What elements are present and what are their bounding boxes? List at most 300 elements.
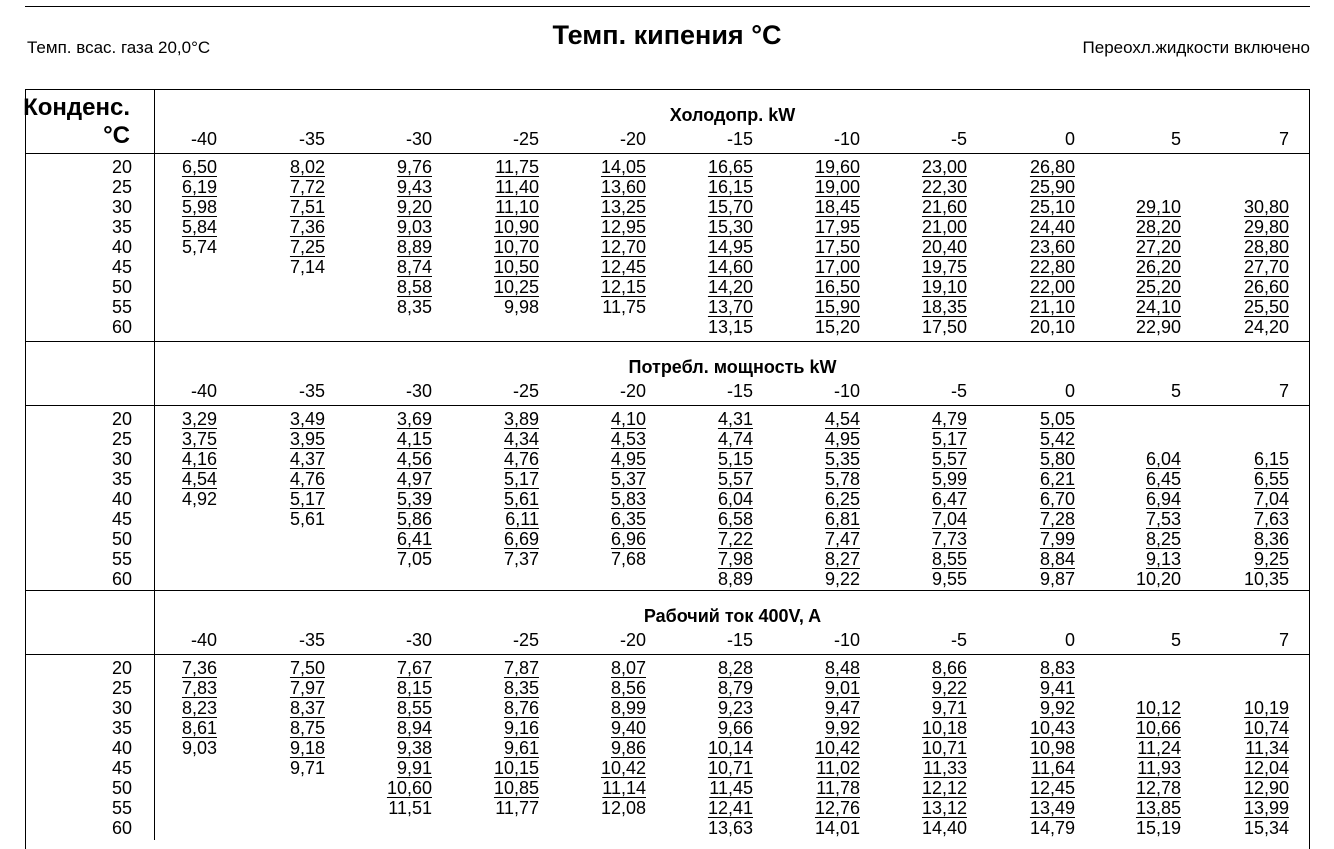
table-cell: 4,31 xyxy=(717,409,753,429)
table-cell: 9,25 xyxy=(1253,549,1289,569)
condensing-temp-row-label: 45 xyxy=(111,257,132,277)
table-cell: 14,20 xyxy=(707,277,753,297)
evaporating-temp-header: 0 xyxy=(1064,630,1075,650)
table-cell: 7,51 xyxy=(289,197,325,217)
table-cell: 3,95 xyxy=(289,429,325,449)
table-cell: 5,99 xyxy=(931,469,967,489)
page-title: Темп. кипения °C xyxy=(552,20,782,50)
evaporating-temp-header: -5 xyxy=(950,129,967,149)
table-cell: 10,70 xyxy=(493,237,539,257)
evaporating-temp-header: -15 xyxy=(726,630,753,650)
table-cell: 7,83 xyxy=(181,678,217,698)
table-cell: 16,15 xyxy=(707,177,753,197)
section-title: Холодопр. kW xyxy=(669,105,796,125)
table-cell: 15,90 xyxy=(814,297,860,317)
table-cell: 10,85 xyxy=(493,778,539,798)
table-cell: 13,60 xyxy=(600,177,646,197)
table-cell: 10,35 xyxy=(1243,569,1289,589)
evaporating-temp-header: 5 xyxy=(1170,381,1181,401)
table-cell: 12,76 xyxy=(814,798,860,818)
table-cell: 5,74 xyxy=(181,237,217,257)
table-cell: 23,60 xyxy=(1029,237,1075,257)
table-cell: 9,76 xyxy=(396,157,432,177)
evaporating-temp-header: -35 xyxy=(298,630,325,650)
evaporating-temp-header: -30 xyxy=(405,129,432,149)
section-divider xyxy=(25,590,1310,591)
table-cell: 20,10 xyxy=(1029,317,1075,337)
condensing-temp-row-label: 35 xyxy=(111,718,132,738)
table-cell: 10,66 xyxy=(1135,718,1181,738)
table-cell: 12,45 xyxy=(1029,778,1075,798)
table-cell: 7,63 xyxy=(1253,509,1289,529)
condensing-temp-row-label: 60 xyxy=(111,317,132,337)
table-cell: 16,50 xyxy=(814,277,860,297)
table-cell: 5,86 xyxy=(396,509,432,529)
evaporating-temp-header: -30 xyxy=(405,381,432,401)
table-cell: 28,20 xyxy=(1135,217,1181,237)
header-separator xyxy=(25,405,1310,406)
table-cell: 7,98 xyxy=(717,549,753,569)
condensing-temp-row-label: 60 xyxy=(111,569,132,589)
condensing-temp-row-label: 50 xyxy=(111,277,132,297)
evaporating-temp-header: -25 xyxy=(512,129,539,149)
table-cell: 6,41 xyxy=(396,529,432,549)
table-cell: 22,80 xyxy=(1029,257,1075,277)
table-cell: 29,10 xyxy=(1135,197,1181,217)
table-cell: 9,16 xyxy=(503,718,539,738)
table-cell: 21,00 xyxy=(921,217,967,237)
table-cell: 4,10 xyxy=(610,409,646,429)
table-cell: 8,75 xyxy=(289,718,325,738)
table-cell: 4,76 xyxy=(289,469,325,489)
table-cell: 5,17 xyxy=(931,429,967,449)
table-cell: 5,17 xyxy=(289,489,325,509)
table-cell: 29,80 xyxy=(1243,217,1289,237)
table-cell: 9,41 xyxy=(1039,678,1075,698)
table-cell: 11,77 xyxy=(495,798,539,818)
table-cell: 5,61 xyxy=(503,489,539,509)
evaporating-temp-header: -10 xyxy=(833,381,860,401)
table-cell: 11,24 xyxy=(1137,738,1181,758)
condensing-temp-row-label: 50 xyxy=(111,778,132,798)
table-cell: 11,34 xyxy=(1245,738,1289,758)
table-cell: 15,20 xyxy=(814,317,860,337)
table-cell: 30,80 xyxy=(1243,197,1289,217)
table-cell: 14,60 xyxy=(707,257,753,277)
table-cell: 4,95 xyxy=(824,429,860,449)
table-cell: 11,93 xyxy=(1137,758,1181,778)
table-cell: 5,57 xyxy=(717,469,753,489)
evaporating-temp-header: -40 xyxy=(190,129,217,149)
table-cell: 13,25 xyxy=(600,197,646,217)
evaporating-temp-header: 5 xyxy=(1170,129,1181,149)
table-cell: 5,35 xyxy=(824,449,860,469)
table-cell: 8,83 xyxy=(1039,658,1075,678)
table-cell: 3,75 xyxy=(181,429,217,449)
table-cell: 6,81 xyxy=(824,509,860,529)
table-cell: 6,04 xyxy=(1145,449,1181,469)
table-cell: 9,47 xyxy=(824,698,860,718)
table-cell: 9,92 xyxy=(1039,698,1075,718)
table-cell: 11,10 xyxy=(495,197,539,217)
table-cell: 9,23 xyxy=(717,698,753,718)
table-cell: 10,60 xyxy=(386,778,432,798)
table-cell: 7,47 xyxy=(824,529,860,549)
table-cell: 6,25 xyxy=(824,489,860,509)
table-cell: 24,20 xyxy=(1243,317,1289,337)
table-cell: 8,48 xyxy=(824,658,860,678)
table-cell: 16,65 xyxy=(707,157,753,177)
table-cell: 23,00 xyxy=(921,157,967,177)
table-cell: 5,98 xyxy=(181,197,217,217)
table-cell: 3,69 xyxy=(396,409,432,429)
table-cell: 12,04 xyxy=(1243,758,1289,778)
table-cell: 8,76 xyxy=(503,698,539,718)
condensing-temp-row-label: 55 xyxy=(111,297,132,317)
table-cell: 21,10 xyxy=(1029,297,1075,317)
table-cell: 9,03 xyxy=(396,217,432,237)
table-cell: 12,70 xyxy=(600,237,646,257)
table-cell: 7,04 xyxy=(931,509,967,529)
table-cell: 26,20 xyxy=(1135,257,1181,277)
table-cell: 6,11 xyxy=(505,509,539,529)
table-cell: 7,05 xyxy=(396,549,432,569)
table-cell: 5,83 xyxy=(610,489,646,509)
table-cell: 6,19 xyxy=(181,177,217,197)
header-separator xyxy=(25,153,1310,154)
table-cell: 26,60 xyxy=(1243,277,1289,297)
table-cell: 8,99 xyxy=(610,698,646,718)
condensing-temp-unit: °C xyxy=(103,122,130,149)
table-cell: 22,00 xyxy=(1029,277,1075,297)
table-cell: 10,71 xyxy=(707,758,753,778)
table-cell: 10,20 xyxy=(1135,569,1181,589)
condensing-temp-row-label: 25 xyxy=(111,678,132,698)
table-cell: 11,02 xyxy=(816,758,860,778)
table-cell: 6,94 xyxy=(1145,489,1181,509)
table-cell: 17,50 xyxy=(921,317,967,337)
table-cell: 5,17 xyxy=(503,469,539,489)
table-cell: 4,97 xyxy=(396,469,432,489)
table-cell: 5,05 xyxy=(1039,409,1075,429)
table-cell: 7,73 xyxy=(931,529,967,549)
table-cell: 13,85 xyxy=(1135,798,1181,818)
table-cell: 26,80 xyxy=(1029,157,1075,177)
evaporating-temp-header: 0 xyxy=(1064,129,1075,149)
table-cell: 11,33 xyxy=(923,758,967,778)
table-cell: 6,21 xyxy=(1039,469,1075,489)
table-cell: 4,37 xyxy=(289,449,325,469)
condensing-temp-row-label: 25 xyxy=(111,429,132,449)
table-cell: 8,89 xyxy=(717,569,753,589)
table-cell: 9,71 xyxy=(931,698,967,718)
evaporating-temp-header: 7 xyxy=(1278,630,1289,650)
table-cell: 14,79 xyxy=(1029,818,1075,838)
table-cell: 6,96 xyxy=(610,529,646,549)
condensing-temp-row-label: 50 xyxy=(111,529,132,549)
table-cell: 20,40 xyxy=(921,237,967,257)
table-cell: 10,42 xyxy=(600,758,646,778)
table-cell: 7,22 xyxy=(717,529,753,549)
table-cell: 7,87 xyxy=(503,658,539,678)
table-cell: 27,20 xyxy=(1135,237,1181,257)
table-cell: 8,27 xyxy=(824,549,860,569)
table-cell: 8,79 xyxy=(717,678,753,698)
suction-gas-temp-label: Темп. всас. газа 20,0°C xyxy=(27,38,211,57)
table-cell: 13,63 xyxy=(707,818,753,838)
table-cell: 27,70 xyxy=(1243,257,1289,277)
table-cell: 8,36 xyxy=(1253,529,1289,549)
table-cell: 4,15 xyxy=(396,429,432,449)
condensing-temp-row-label: 30 xyxy=(111,449,132,469)
table-cell: 13,12 xyxy=(921,798,967,818)
table-cell: 9,86 xyxy=(610,738,646,758)
table-cell: 19,75 xyxy=(921,257,967,277)
table-cell: 6,47 xyxy=(931,489,967,509)
table-cell: 7,36 xyxy=(181,658,217,678)
table-cell: 9,98 xyxy=(503,297,539,317)
table-cell: 4,92 xyxy=(181,489,217,509)
header-separator xyxy=(25,654,1310,655)
table-cell: 8,55 xyxy=(396,698,432,718)
table-cell: 14,40 xyxy=(921,818,967,838)
evaporating-temp-header: -20 xyxy=(619,630,646,650)
condensing-temp-label: Конденс. xyxy=(23,94,130,121)
table-cell: 8,23 xyxy=(181,698,217,718)
table-cell: 7,04 xyxy=(1253,489,1289,509)
table-cell: 4,79 xyxy=(931,409,967,429)
evaporating-temp-header: -35 xyxy=(298,129,325,149)
table-cell: 12,12 xyxy=(921,778,967,798)
table-cell: 18,35 xyxy=(921,297,967,317)
table-cell: 4,16 xyxy=(181,449,217,469)
table-cell: 11,78 xyxy=(816,778,860,798)
table-cell: 8,94 xyxy=(396,718,432,738)
table-cell: 9,92 xyxy=(824,718,860,738)
table-cell: 9,71 xyxy=(289,758,325,778)
evaporating-temp-header: -15 xyxy=(726,381,753,401)
table-cell: 5,15 xyxy=(717,449,753,469)
table-cell: 8,02 xyxy=(289,157,325,177)
condensing-temp-row-label: 40 xyxy=(111,237,132,257)
table-cell: 3,29 xyxy=(181,409,217,429)
table-cell: 12,41 xyxy=(707,798,753,818)
subcooling-label: Переохл.жидкости включено xyxy=(1082,38,1310,57)
table-cell: 5,42 xyxy=(1039,429,1075,449)
condensing-temp-row-label: 40 xyxy=(111,738,132,758)
table-cell: 7,50 xyxy=(289,658,325,678)
table-cell: 8,25 xyxy=(1145,529,1181,549)
table-cell: 6,58 xyxy=(717,509,753,529)
table-cell: 10,12 xyxy=(1135,698,1181,718)
table-cell: 8,35 xyxy=(503,678,539,698)
table-cell: 10,43 xyxy=(1029,718,1075,738)
table-cell: 7,53 xyxy=(1145,509,1181,529)
table-cell: 6,35 xyxy=(610,509,646,529)
table-cell: 4,56 xyxy=(396,449,432,469)
table-cell: 9,61 xyxy=(503,738,539,758)
evaporating-temp-header: -40 xyxy=(190,381,217,401)
table-cell: 19,00 xyxy=(814,177,860,197)
table-cell: 5,78 xyxy=(824,469,860,489)
table-cell: 12,15 xyxy=(600,277,646,297)
table-cell: 12,78 xyxy=(1135,778,1181,798)
table-cell: 7,25 xyxy=(289,237,325,257)
table-cell: 9,01 xyxy=(824,678,860,698)
section-divider xyxy=(25,341,1310,342)
table-cell: 15,19 xyxy=(1135,818,1181,838)
table-cell: 10,90 xyxy=(493,217,539,237)
table-cell: 11,45 xyxy=(709,778,753,798)
table-cell: 19,60 xyxy=(814,157,860,177)
table-cell: 22,30 xyxy=(921,177,967,197)
condensing-temp-row-label: 20 xyxy=(111,157,132,177)
table-cell: 25,90 xyxy=(1029,177,1075,197)
table-cell: 13,99 xyxy=(1243,798,1289,818)
table-cell: 12,95 xyxy=(600,217,646,237)
table-cell: 7,72 xyxy=(289,177,325,197)
table-cell: 6,70 xyxy=(1039,489,1075,509)
table-cell: 7,97 xyxy=(289,678,325,698)
condensing-temp-row-label: 55 xyxy=(111,549,132,569)
table-cell: 8,89 xyxy=(396,237,432,257)
evaporating-temp-header: -15 xyxy=(726,129,753,149)
condensing-temp-row-label: 35 xyxy=(111,217,132,237)
table-cell: 10,14 xyxy=(707,738,753,758)
condensing-temp-row-label: 45 xyxy=(111,758,132,778)
table-cell: 14,95 xyxy=(707,237,753,257)
table-cell: 8,66 xyxy=(931,658,967,678)
table-cell: 24,40 xyxy=(1029,217,1075,237)
table-cell: 11,64 xyxy=(1031,758,1075,778)
table-cell: 21,60 xyxy=(921,197,967,217)
evaporating-temp-header: -5 xyxy=(950,630,967,650)
evaporating-temp-header: -20 xyxy=(619,381,646,401)
table-cell: 9,13 xyxy=(1145,549,1181,569)
table-cell: 6,50 xyxy=(181,157,217,177)
table-cell: 14,01 xyxy=(814,818,860,838)
evaporating-temp-header: 5 xyxy=(1170,630,1181,650)
table-cell: 5,57 xyxy=(931,449,967,469)
table-cell: 10,71 xyxy=(921,738,967,758)
evaporating-temp-header: -35 xyxy=(298,381,325,401)
table-cell: 6,45 xyxy=(1145,469,1181,489)
table-cell: 11,14 xyxy=(602,778,646,798)
table-cell: 22,90 xyxy=(1135,317,1181,337)
table-cell: 8,15 xyxy=(396,678,432,698)
table-cell: 4,74 xyxy=(717,429,753,449)
condensing-temp-row-label: 20 xyxy=(111,658,132,678)
table-cell: 9,03 xyxy=(181,738,217,758)
table-cell: 15,70 xyxy=(707,197,753,217)
evaporating-temp-header: 7 xyxy=(1278,129,1289,149)
condensing-temp-row-label: 25 xyxy=(111,177,132,197)
table-cell: 9,91 xyxy=(396,758,432,778)
table-cell: 5,37 xyxy=(610,469,646,489)
evaporating-temp-header: -10 xyxy=(833,129,860,149)
table-cell: 12,08 xyxy=(600,798,646,818)
table-cell: 8,35 xyxy=(396,297,432,317)
table-cell: 9,18 xyxy=(289,738,325,758)
table-cell: 6,69 xyxy=(503,529,539,549)
table-cell: 5,80 xyxy=(1039,449,1075,469)
table-cell: 4,95 xyxy=(610,449,646,469)
table-cell: 15,34 xyxy=(1243,818,1289,838)
table-cell: 25,10 xyxy=(1029,197,1075,217)
table-cell: 12,90 xyxy=(1243,778,1289,798)
table-cell: 6,15 xyxy=(1253,449,1289,469)
table-cell: 18,45 xyxy=(814,197,860,217)
table-cell: 7,37 xyxy=(503,549,539,569)
table-cell: 28,80 xyxy=(1243,237,1289,257)
table-cell: 24,10 xyxy=(1135,297,1181,317)
condensing-temp-row-label: 30 xyxy=(111,197,132,217)
table-cell: 19,10 xyxy=(921,277,967,297)
evaporating-temp-header: 7 xyxy=(1278,381,1289,401)
table-cell: 15,30 xyxy=(707,217,753,237)
table-cell: 13,70 xyxy=(707,297,753,317)
table-cell: 3,89 xyxy=(503,409,539,429)
evaporating-temp-header: -10 xyxy=(833,630,860,650)
table-cell: 10,15 xyxy=(493,758,539,778)
table-cell: 12,45 xyxy=(600,257,646,277)
table-cell: 8,28 xyxy=(717,658,753,678)
table-cell: 5,39 xyxy=(396,489,432,509)
table-cell: 5,84 xyxy=(181,217,217,237)
table-cell: 5,61 xyxy=(289,509,325,529)
table-cell: 10,98 xyxy=(1029,738,1075,758)
table-cell: 9,66 xyxy=(717,718,753,738)
evaporating-temp-header: -5 xyxy=(950,381,967,401)
table-cell: 14,05 xyxy=(600,157,646,177)
table-cell: 8,84 xyxy=(1039,549,1075,569)
section-title: Потребл. мощность kW xyxy=(628,357,837,377)
condensing-temp-row-label: 40 xyxy=(111,489,132,509)
table-cell: 11,40 xyxy=(495,177,539,197)
table-cell: 8,55 xyxy=(931,549,967,569)
table-cell: 4,53 xyxy=(610,429,646,449)
table-cell: 4,54 xyxy=(824,409,860,429)
table-cell: 9,40 xyxy=(610,718,646,738)
condensing-temp-row-label: 45 xyxy=(111,509,132,529)
table-cell: 7,68 xyxy=(610,549,646,569)
table-cell: 7,28 xyxy=(1039,509,1075,529)
table-cell: 13,49 xyxy=(1029,798,1075,818)
table-cell: 25,50 xyxy=(1243,297,1289,317)
table-cell: 9,55 xyxy=(931,569,967,589)
table-cell: 7,36 xyxy=(289,217,325,237)
table-cell: 4,54 xyxy=(181,469,217,489)
table-cell: 7,99 xyxy=(1039,529,1075,549)
evaporating-temp-header: 0 xyxy=(1064,381,1075,401)
table-cell: 7,67 xyxy=(396,658,432,678)
condensing-temp-row-label: 20 xyxy=(111,409,132,429)
evaporating-temp-header: -25 xyxy=(512,381,539,401)
condensing-temp-row-label: 60 xyxy=(111,818,132,838)
table-cell: 3,49 xyxy=(289,409,325,429)
table-cell: 8,74 xyxy=(396,257,432,277)
table-cell: 7,14 xyxy=(289,257,325,277)
condensing-temp-row-label: 55 xyxy=(111,798,132,818)
table-cell: 8,58 xyxy=(396,277,432,297)
table-cell: 6,04 xyxy=(717,489,753,509)
table-cell: 9,87 xyxy=(1039,569,1075,589)
table-cell: 8,61 xyxy=(181,718,217,738)
table-cell: 11,51 xyxy=(388,798,432,818)
evaporating-temp-header: -30 xyxy=(405,630,432,650)
section-title: Рабочий ток 400V, A xyxy=(643,606,822,626)
table-cell: 9,38 xyxy=(396,738,432,758)
